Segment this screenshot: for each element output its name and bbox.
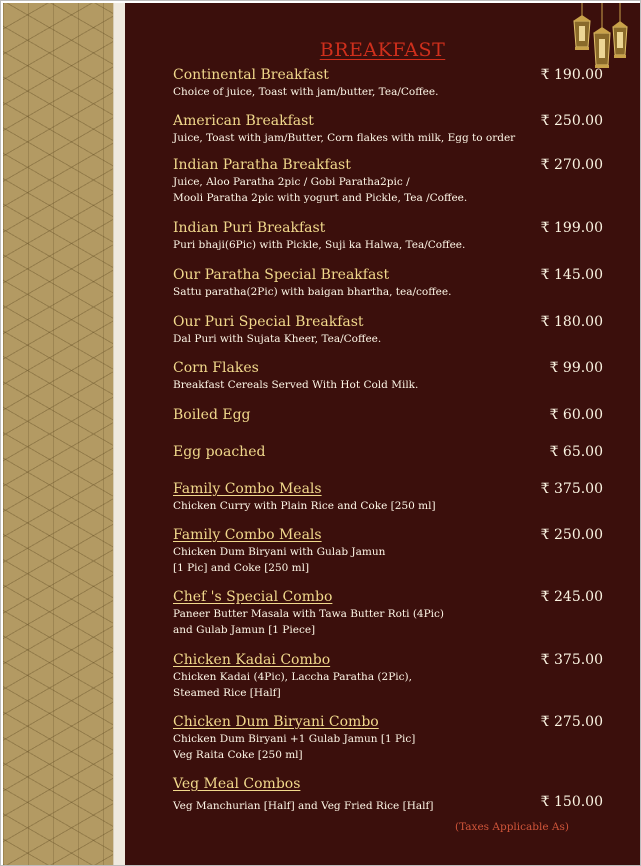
menu-item-description: Juice, Aloo Paratha 2pic / Gobi Paratha2pic /	[173, 176, 410, 188]
menu-item-name: Continental Breakfast	[173, 67, 329, 83]
menu-item-name: Boiled Egg	[173, 407, 251, 423]
menu-item-price: ₹ 250.00	[540, 113, 603, 129]
menu-item	[173, 266, 603, 300]
menu-item	[173, 526, 603, 576]
menu-item-name: Chef 's Special Combo	[173, 589, 333, 605]
menu-item-description: [1 Pic] and Coke [250 ml]	[173, 562, 310, 574]
menu-item	[173, 359, 603, 393]
menu-item-description: Paneer Butter Masala with Tawa Butter Roti (4Pic)	[173, 608, 445, 620]
menu-item	[173, 775, 603, 814]
menu-item-price: ₹ 65.00	[549, 444, 603, 460]
decorative-honeycomb-panel	[3, 3, 113, 865]
menu-item	[173, 66, 603, 100]
menu-item-price: ₹ 60.00	[549, 407, 603, 423]
menu-item	[173, 112, 603, 146]
taxes-note: (Taxes Applicable As)	[455, 821, 569, 833]
menu-item-name: Indian Paratha Breakfast	[173, 157, 351, 173]
menu-item-name: Egg poached	[173, 444, 266, 460]
menu-item-description: Chicken Dum Biryani +1 Gulab Jamun [1 Pic]	[173, 733, 416, 745]
menu-item-price: ₹ 270.00	[540, 157, 603, 173]
menu-item-description: Veg Raita Coke [250 ml]	[173, 749, 303, 761]
menu-item-price: ₹ 150.00	[540, 794, 603, 810]
menu-title: BREAKFAST	[319, 39, 446, 61]
menu-item-description: Mooli Paratha 2pic with yogurt and Pickle, Tea /Coffee.	[173, 192, 468, 204]
menu-item-description: Puri bhaji(6Pic) with Pickle, Suji ka Halwa, Tea/Coffee.	[173, 239, 466, 251]
menu-item	[173, 480, 603, 514]
menu-item-name: Chicken Kadai Combo	[173, 652, 331, 668]
menu-item-price: ₹ 250.00	[540, 527, 603, 543]
menu-item-description: Steamed Rice [Half]	[173, 687, 281, 699]
menu-item-description: Chicken Kadai (4Pic), Laccha Paratha (2Pic),	[173, 671, 412, 683]
menu-item-price: ₹ 99.00	[549, 360, 603, 376]
menu-item-price: ₹ 275.00	[540, 714, 603, 730]
menu-item	[173, 713, 603, 763]
menu-item-description: Choice of juice, Toast with jam/butter, Tea/Coffee.	[173, 86, 439, 98]
menu-content	[125, 3, 640, 865]
menu-item-description: Veg Manchurian [Half] and Veg Fried Rice [Half]	[173, 800, 434, 812]
menu-item-description: Juice, Toast with jam/Butter, Corn flakes with milk, Egg to order	[173, 132, 516, 144]
menu-item	[173, 313, 603, 347]
menu-item-description: Sattu paratha(2Pic) with baigan bhartha, tea/coffee.	[173, 286, 452, 298]
menu-item	[173, 219, 603, 253]
menu-item-name: Family Combo Meals	[173, 481, 322, 497]
menu-item-description: and Gulab Jamun [1 Piece]	[173, 624, 316, 636]
menu-item-description: Dal Puri with Sujata Kheer, Tea/Coffee.	[173, 333, 382, 345]
menu-item-name: Corn Flakes	[173, 360, 259, 376]
menu-item-name: Our Paratha Special Breakfast	[173, 267, 390, 283]
menu-item-price: ₹ 375.00	[540, 481, 603, 497]
menu-item-price: ₹ 245.00	[540, 589, 603, 605]
menu-item-name: Our Puri Special Breakfast	[173, 314, 364, 330]
menu-item-name: Family Combo Meals	[173, 527, 322, 543]
menu-item-name: Veg Meal Combos	[173, 776, 301, 792]
menu-item-description: Chicken Dum Biryani with Gulab Jamun	[173, 546, 386, 558]
menu-item-price: ₹ 199.00	[540, 220, 603, 236]
menu-item-description: Chicken Curry with Plain Rice and Coke [250 ml]	[173, 500, 436, 512]
menu-item	[173, 588, 603, 638]
menu-item-name: Indian Puri Breakfast	[173, 220, 326, 236]
menu-item-price: ₹ 145.00	[540, 267, 603, 283]
menu-item-name: American Breakfast	[173, 113, 314, 129]
menu-item	[173, 651, 603, 701]
menu-item	[173, 443, 603, 461]
menu-item-price: ₹ 190.00	[540, 67, 603, 83]
menu-item-name: Chicken Dum Biryani Combo	[173, 714, 379, 730]
menu-item-price: ₹ 180.00	[540, 314, 603, 330]
menu-item-price: ₹ 375.00	[540, 652, 603, 668]
menu-item-description: Breakfast Cereals Served With Hot Cold Milk.	[173, 379, 419, 391]
menu-item	[173, 156, 603, 206]
menu-item	[173, 406, 603, 424]
